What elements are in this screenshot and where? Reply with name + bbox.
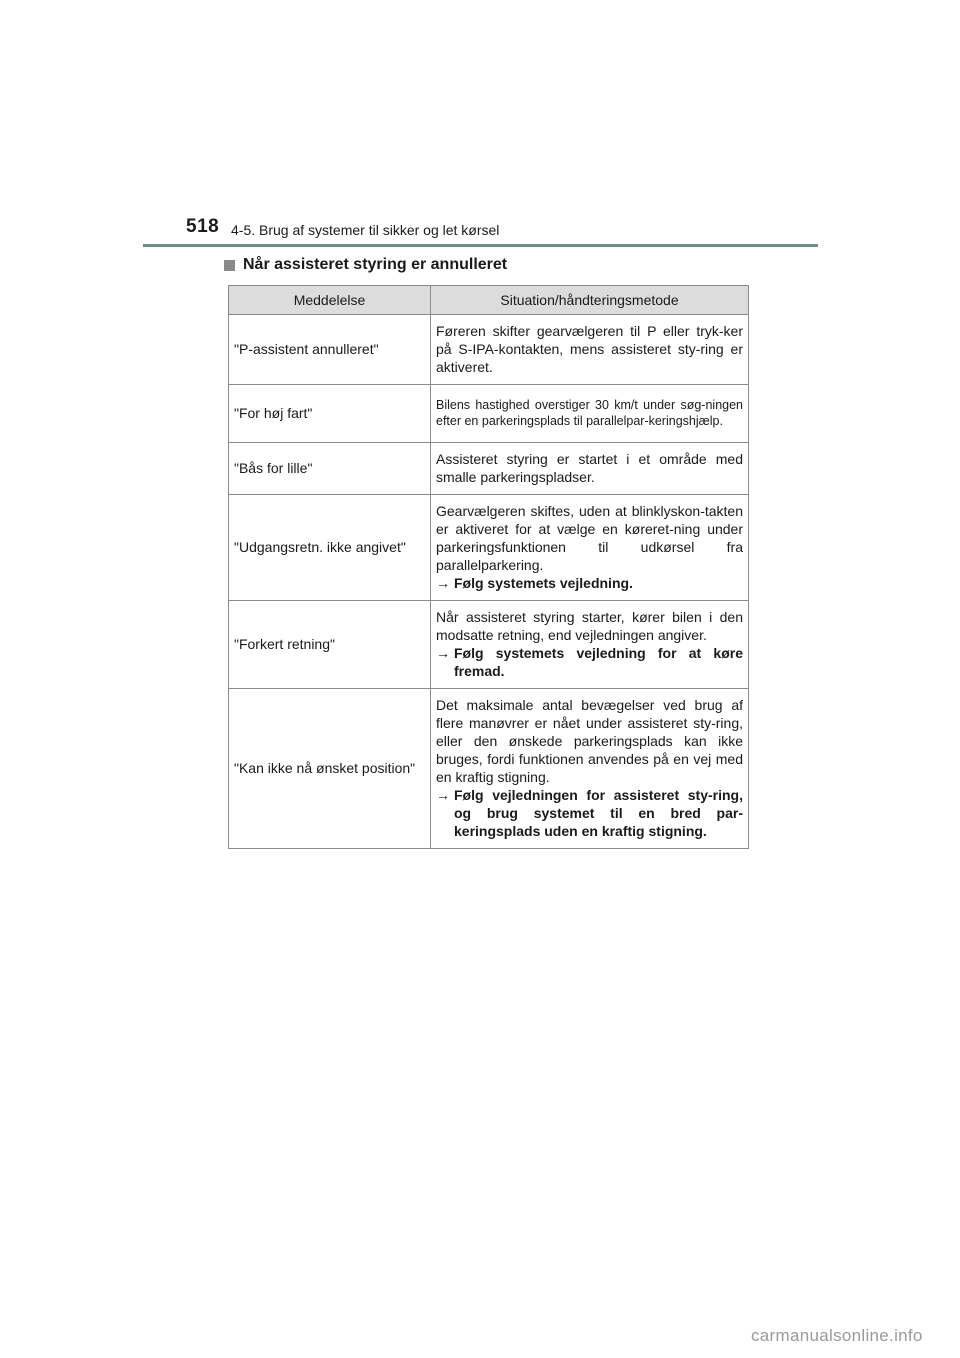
situation-text: Det maksimale antal bevægelser ved brug af flere manøvrer er nået under assisteret sty-ring, eller den ønskede parkeringsplads kan ikke bruges, fordi funktionen anvendes på en vej med en kraftig stigning. bbox=[436, 697, 743, 785]
message-cell: "Bås for lille" bbox=[229, 443, 431, 495]
situation-cell: Føreren skifter gearvælgeren til P eller tryk-ker på S-IPA-kontakten, mens assisteret sty-ring er aktiveret. bbox=[431, 315, 749, 385]
page-number: 518 bbox=[186, 216, 220, 237]
message-table bbox=[228, 285, 749, 849]
action-instruction bbox=[436, 574, 743, 592]
table-row bbox=[229, 443, 749, 495]
table-row bbox=[229, 689, 749, 849]
section-heading bbox=[224, 256, 507, 274]
message-cell: "For høj fart" bbox=[229, 385, 431, 443]
right-arrow-icon: → bbox=[436, 787, 450, 803]
column-header-situation: Situation/håndteringsmetode bbox=[431, 286, 749, 315]
situation-cell bbox=[431, 689, 749, 849]
situation-cell bbox=[431, 495, 749, 601]
table-row bbox=[229, 315, 749, 385]
action-text: Følg systemets vejledning. bbox=[454, 575, 633, 591]
action-text: Følg systemets vejledning for at køre fremad. bbox=[454, 645, 743, 679]
square-bullet-icon bbox=[224, 260, 235, 271]
watermark-text: carmanualsonline.info bbox=[751, 1326, 923, 1345]
table-row bbox=[229, 385, 749, 443]
action-instruction bbox=[436, 644, 743, 680]
action-text: Følg vejledningen for assisteret sty-ring, og brug systemet til en bred par-keringsplads uden en kraftig stigning. bbox=[454, 787, 743, 839]
right-arrow-icon: → bbox=[436, 645, 450, 661]
table-header-row bbox=[229, 286, 749, 315]
action-instruction bbox=[436, 786, 743, 840]
situation-text: Når assisteret styring starter, kører bilen i den modsatte retning, end vejledningen angiver. bbox=[436, 609, 743, 643]
message-cell: "Kan ikke nå ønsket position" bbox=[229, 689, 431, 849]
situation-text: Gearvælgeren skiftes, uden at blinklyskon-takten er aktiveret for at vælge en køreret-ning under parkeringsfunktionen til udkørsel fra parallelparkering. bbox=[436, 503, 743, 573]
table-row bbox=[229, 495, 749, 601]
running-header: 4-5. Brug af systemer til sikker og let kørsel bbox=[231, 222, 500, 238]
column-header-message: Meddelelse bbox=[229, 286, 431, 315]
situation-cell: Assisteret styring er startet i et område med smalle parkeringspladser. bbox=[431, 443, 749, 495]
table-row bbox=[229, 601, 749, 689]
message-cell: "Udgangsretn. ikke angivet" bbox=[229, 495, 431, 601]
situation-cell: Bilens hastighed overstiger 30 km/t under søg-ningen efter en parkeringsplads til parallelpar-keringshjælp. bbox=[431, 385, 749, 443]
section-title: Når assisteret styring er annulleret bbox=[243, 256, 508, 273]
right-arrow-icon: → bbox=[436, 575, 450, 591]
header-divider bbox=[143, 244, 818, 247]
situation-cell bbox=[431, 601, 749, 689]
message-cell: "P-assistent annulleret" bbox=[229, 315, 431, 385]
message-cell: "Forkert retning" bbox=[229, 601, 431, 689]
